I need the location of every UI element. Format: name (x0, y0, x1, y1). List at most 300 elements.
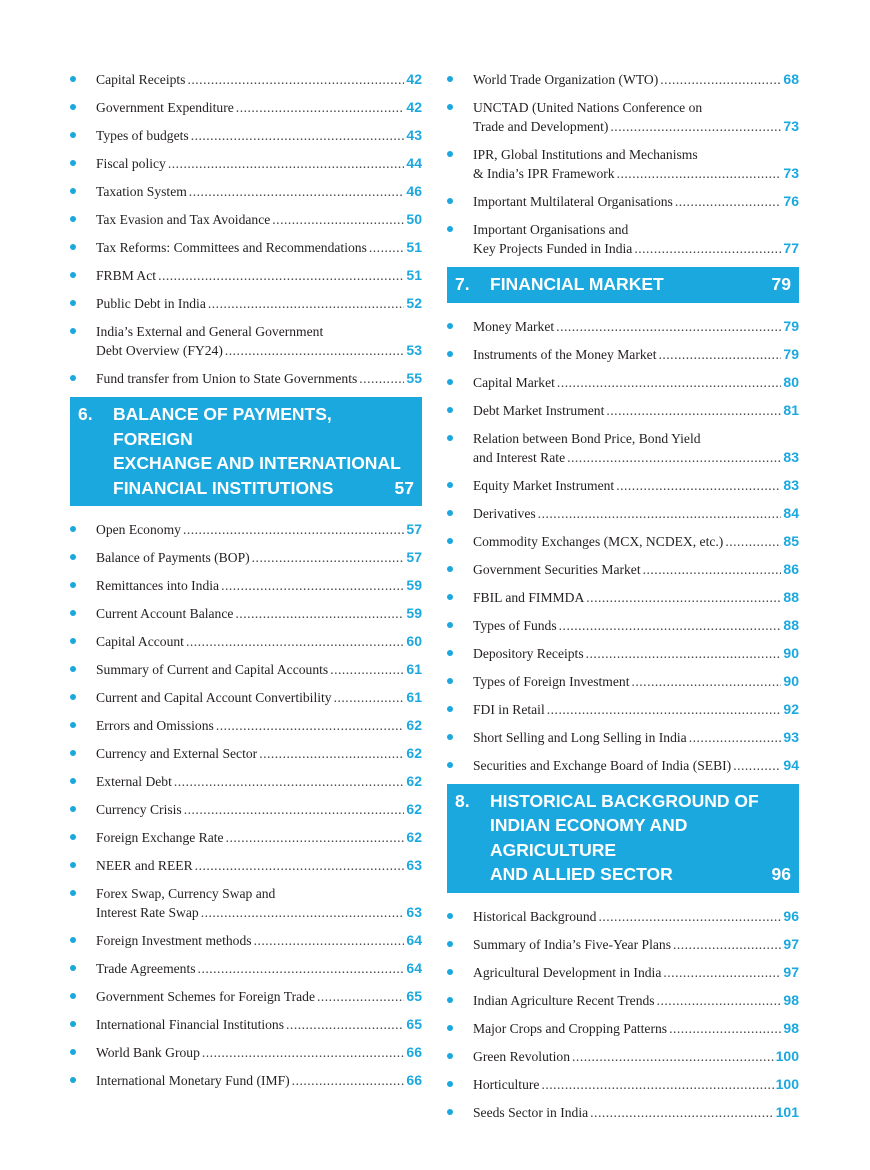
bullet-dot-icon (447, 351, 453, 357)
dot-leader (586, 644, 782, 663)
entry-page-number: 62 (406, 773, 422, 789)
toc-entry[interactable] (447, 672, 799, 691)
dot-leader (201, 903, 405, 922)
dot-leader (259, 744, 404, 763)
bullet-dot-icon (70, 1021, 76, 1027)
toc-entry[interactable] (447, 401, 799, 420)
toc-entry[interactable] (447, 429, 799, 467)
toc-entry[interactable] (70, 959, 422, 978)
entry-title: FDI in Retail (473, 701, 545, 717)
dot-leader (195, 856, 405, 875)
entry-title: Important Multilateral Organisations (473, 194, 673, 209)
entry-page-number: 64 (406, 960, 422, 976)
entry-page-number: 96 (783, 907, 799, 924)
entry-title: Debt Market Instrument (473, 402, 605, 418)
entry-title: Derivatives (473, 505, 536, 521)
bullet-dot-icon (70, 375, 76, 381)
entry-title: Trade Agreements (96, 961, 196, 976)
entry-title: Government Securities Market (473, 561, 641, 577)
bullet-dot-icon (447, 1109, 453, 1115)
entry-page-number: 52 (406, 295, 422, 311)
entry-title: Tax Reforms: Committees and Recommendations (96, 240, 367, 255)
toc-entry[interactable] (447, 373, 799, 392)
toc-entry[interactable] (70, 1043, 422, 1062)
dot-leader (547, 700, 782, 719)
entry-page-number: 88 (783, 616, 799, 633)
bullet-dot-icon (447, 969, 453, 975)
bullet-dot-icon (447, 1025, 453, 1031)
dot-leader (183, 520, 404, 539)
dot-leader (168, 154, 405, 173)
entry-title: World Bank Group (96, 1045, 200, 1060)
dot-leader (198, 959, 405, 978)
toc-entry[interactable] (70, 931, 422, 950)
section-title-line: EXCHANGE AND INTERNATIONAL (113, 453, 401, 473)
bullet-dot-icon (70, 1077, 76, 1083)
entry-page-number: 80 (783, 373, 799, 390)
toc-entry[interactable] (70, 210, 422, 229)
bullet-dot-icon (447, 482, 453, 488)
entry-page-number: 63 (406, 857, 422, 873)
toc-entry[interactable] (70, 126, 422, 145)
dot-leader (673, 935, 781, 954)
entry-page-number: 100 (775, 1047, 799, 1064)
dot-leader (191, 126, 405, 145)
section-number: 6. (78, 404, 93, 424)
entry-page-number: 62 (406, 801, 422, 817)
toc-entry[interactable] (70, 369, 422, 388)
dot-leader (556, 317, 781, 336)
entry-page-number: 64 (406, 932, 422, 948)
dot-leader (235, 604, 404, 623)
entry-title: Taxation System (96, 184, 187, 199)
dot-leader (725, 532, 781, 551)
entry-page-number: 83 (783, 448, 799, 465)
toc-entry[interactable] (447, 588, 799, 607)
entry-page-number: 86 (783, 560, 799, 577)
toc-entry[interactable] (447, 70, 799, 89)
bullet-dot-icon (447, 997, 453, 1003)
entry-page-number: 83 (783, 476, 799, 493)
entry-page-number: 77 (783, 240, 799, 256)
toc-entry[interactable] (447, 1019, 799, 1038)
bullet-dot-icon (447, 913, 453, 919)
section-number: 7. (455, 274, 470, 294)
bullet-dot-icon (70, 666, 76, 672)
entry-page-number: 43 (406, 127, 422, 143)
bullet-dot-icon (447, 435, 453, 441)
entry-page-number: 62 (406, 717, 422, 733)
entry-title: Money Market (473, 318, 555, 334)
entry-page-number: 57 (406, 549, 422, 565)
entry-page-number: 73 (783, 165, 799, 181)
bullet-dot-icon (447, 1081, 453, 1087)
entry-title: Agricultural Development in India (473, 964, 662, 980)
entry-title: Tax Evasion and Tax Avoidance (96, 212, 271, 227)
entry-title: Summary of India’s Five-Year Plans (473, 936, 671, 952)
toc-entry[interactable] (70, 520, 422, 539)
entry-title: International Financial Institutions (96, 1017, 285, 1032)
dot-leader (617, 164, 782, 183)
entry-page-number: 101 (775, 1103, 799, 1120)
toc-entry[interactable] (70, 884, 422, 922)
bullet-dot-icon (70, 993, 76, 999)
dot-leader (660, 70, 781, 89)
toc-entry[interactable] (447, 1047, 799, 1066)
entry-page-number: 61 (406, 689, 422, 705)
bullet-dot-icon (70, 132, 76, 138)
entry-title: Trade and Development) (473, 119, 609, 134)
bullet-dot-icon (447, 678, 453, 684)
entry-title: Open Economy (96, 522, 181, 537)
entry-page-number: 85 (783, 532, 799, 549)
dot-leader (236, 98, 405, 117)
entry-title: Balance of Payments (BOP) (96, 550, 250, 565)
dot-leader (557, 373, 782, 392)
entry-title: Seeds Sector in India (473, 1104, 589, 1120)
entry-page-number: 59 (406, 577, 422, 593)
entry-title: Current and Capital Account Convertibility (96, 690, 332, 705)
dot-leader (317, 987, 404, 1006)
section-header-balance-of-payments-foreign[interactable] (70, 397, 422, 506)
dot-leader (272, 210, 404, 229)
entry-title: Relation between Bond Price, Bond Yield (473, 430, 701, 446)
toc-entry[interactable] (447, 1103, 799, 1122)
dot-leader (590, 1103, 773, 1122)
entry-title: FRBM Act (96, 268, 157, 283)
bullet-dot-icon (447, 762, 453, 768)
toc-left-column (70, 70, 422, 1099)
toc-entry[interactable] (447, 345, 799, 364)
entry-page-number: 42 (406, 99, 422, 115)
toc-entry[interactable] (70, 604, 422, 623)
toc-entry[interactable] (447, 644, 799, 663)
section-header-financial-market[interactable] (447, 267, 799, 303)
bullet-dot-icon (70, 834, 76, 840)
bullet-dot-icon (70, 272, 76, 278)
entry-page-number: 79 (783, 317, 799, 334)
bullet-dot-icon (447, 407, 453, 413)
entry-page-number: 42 (406, 71, 422, 87)
dot-leader (567, 448, 781, 467)
toc-entry[interactable] (70, 856, 422, 875)
toc-entry[interactable] (70, 744, 422, 763)
entry-page-number: 73 (783, 118, 799, 134)
toc-entry[interactable] (70, 70, 422, 89)
entry-page-number: 94 (783, 756, 799, 773)
entry-title: Horticulture (473, 1076, 540, 1092)
toc-entry[interactable] (70, 772, 422, 791)
toc-entry[interactable] (447, 98, 799, 136)
entry-title: Types of Funds (473, 617, 557, 633)
dot-leader (225, 341, 405, 360)
entry-title: Important Organisations and (473, 222, 629, 237)
bullet-dot-icon (70, 526, 76, 532)
entry-title: Remittances into India (96, 578, 220, 593)
entry-page-number: 51 (406, 267, 422, 283)
dot-leader (657, 991, 782, 1010)
bullet-dot-icon (70, 638, 76, 644)
toc-entry[interactable] (447, 700, 799, 719)
toc-entry[interactable] (70, 660, 422, 679)
bullet-dot-icon (70, 328, 76, 334)
entry-title: Capital Market (473, 374, 555, 390)
entry-title: Equity Market Instrument (473, 477, 615, 493)
section-header-historical-background-of[interactable] (447, 784, 799, 893)
dot-leader (226, 828, 405, 847)
dot-leader (663, 963, 781, 982)
bullet-dot-icon (447, 538, 453, 544)
toc-entry[interactable] (447, 616, 799, 635)
entry-page-number: 62 (406, 829, 422, 845)
dot-leader (208, 294, 405, 313)
entry-page-number: 100 (775, 1075, 799, 1092)
section-title-line: FINANCIAL MARKET (490, 274, 664, 294)
bullet-dot-icon (447, 594, 453, 600)
bullet-dot-icon (447, 379, 453, 385)
bullet-dot-icon (447, 622, 453, 628)
entry-title: and Interest Rate (473, 449, 566, 465)
entry-page-number: 59 (406, 605, 422, 621)
entry-page-number: 66 (406, 1072, 422, 1088)
dot-leader (643, 560, 782, 579)
entry-title: Fiscal policy (96, 156, 166, 171)
dot-leader (359, 369, 404, 388)
toc-entry[interactable] (70, 154, 422, 173)
bullet-dot-icon (70, 554, 76, 560)
entry-title: UNCTAD (United Nations Conference on (473, 100, 703, 115)
entry-title: Current Account Balance (96, 606, 234, 621)
dot-leader (616, 476, 781, 495)
toc-entry[interactable] (447, 220, 799, 258)
entry-title: IPR, Global Institutions and Mechanisms (473, 147, 698, 162)
entry-title: Errors and Omissions (96, 718, 214, 733)
entry-title: Securities and Exchange Board of India (SEBI) (473, 757, 732, 773)
dot-leader (606, 401, 781, 420)
toc-entry[interactable] (70, 688, 422, 707)
toc-entry[interactable] (447, 560, 799, 579)
entry-page-number: 55 (406, 370, 422, 386)
bullet-dot-icon (447, 1053, 453, 1059)
toc-entry[interactable] (70, 294, 422, 313)
dot-leader (538, 504, 782, 523)
toc-entry[interactable] (447, 756, 799, 775)
section-page-number: 57 (394, 477, 414, 498)
dot-leader (186, 632, 404, 651)
bullet-dot-icon (447, 104, 453, 110)
toc-entry[interactable] (70, 98, 422, 117)
entry-title: Types of Foreign Investment (473, 673, 630, 689)
toc-entry[interactable] (447, 145, 799, 183)
entry-page-number: 57 (406, 521, 422, 537)
entry-title: World Trade Organization (WTO) (473, 72, 659, 87)
toc-entry[interactable] (70, 238, 422, 257)
entry-title: India’s External and General Government (96, 324, 324, 339)
section-title-line: HISTORICAL BACKGROUND OF (490, 790, 759, 811)
dot-leader (669, 1019, 781, 1038)
section-title-line: AND ALLIED SECTOR (490, 864, 673, 884)
entry-title: Capital Receipts (96, 72, 186, 87)
entry-page-number: 90 (783, 644, 799, 661)
dot-leader (559, 616, 782, 635)
entry-title: FBIL and FIMMDA (473, 589, 585, 605)
entry-title: Types of budgets (96, 128, 189, 143)
dot-leader (733, 756, 781, 775)
dot-leader (330, 660, 404, 679)
entry-page-number: 61 (406, 661, 422, 677)
bullet-dot-icon (70, 300, 76, 306)
entry-title: Public Debt in India (96, 296, 206, 311)
entry-page-number: 66 (406, 1044, 422, 1060)
dot-leader (634, 239, 781, 258)
entry-title: Instruments of the Money Market (473, 346, 657, 362)
bullet-dot-icon (70, 778, 76, 784)
toc-entry[interactable] (447, 907, 799, 926)
entry-title: Debt Overview (FY24) (96, 343, 223, 358)
section-title-line: INDIAN ECONOMY AND AGRICULTURE (490, 815, 688, 860)
bullet-dot-icon (70, 806, 76, 812)
dot-leader (689, 728, 782, 747)
toc-entry[interactable] (447, 532, 799, 551)
entry-title: Indian Agriculture Recent Trends (473, 992, 655, 1008)
toc-entry[interactable] (70, 548, 422, 567)
toc-entry[interactable] (70, 632, 422, 651)
toc-entry[interactable] (70, 266, 422, 285)
dot-leader (610, 117, 781, 136)
toc-entry[interactable] (70, 828, 422, 847)
toc-entry[interactable] (447, 192, 799, 211)
dot-leader (631, 672, 781, 691)
dot-leader (598, 907, 781, 926)
bullet-dot-icon (447, 198, 453, 204)
section-title-line: FINANCIAL INSTITUTIONS (113, 477, 334, 498)
toc-entry[interactable] (70, 576, 422, 595)
dot-leader (254, 931, 405, 950)
toc-right-column (447, 70, 799, 1131)
bullet-dot-icon (70, 694, 76, 700)
dot-leader (202, 1043, 405, 1062)
entry-title: Fund transfer from Union to State Governments (96, 371, 358, 386)
dot-leader (158, 266, 404, 285)
entry-title: Currency Crisis (96, 802, 182, 817)
bullet-dot-icon (70, 750, 76, 756)
bullet-dot-icon (70, 937, 76, 943)
bullet-dot-icon (447, 734, 453, 740)
entry-title: Government Schemes for Foreign Trade (96, 989, 315, 1004)
entry-title: Depository Receipts (473, 645, 584, 661)
toc-entry[interactable] (70, 716, 422, 735)
bullet-dot-icon (70, 1049, 76, 1055)
entry-page-number: 76 (783, 193, 799, 209)
entry-title: Capital Account (96, 634, 184, 649)
dot-leader (252, 548, 405, 567)
entry-title: Forex Swap, Currency Swap and (96, 886, 276, 901)
section-page-number: 96 (771, 864, 791, 884)
entry-page-number: 50 (406, 211, 422, 227)
toc-entry[interactable] (70, 800, 422, 819)
entry-title: Historical Background (473, 908, 597, 924)
toc-entry[interactable] (70, 1071, 422, 1090)
bullet-dot-icon (447, 151, 453, 157)
toc-entry[interactable] (70, 1015, 422, 1034)
dot-leader (541, 1075, 773, 1094)
bullet-dot-icon (447, 323, 453, 329)
entry-title: Commodity Exchanges (MCX, NCDEX, etc.) (473, 533, 724, 549)
dot-leader (334, 688, 405, 707)
toc-entry[interactable] (447, 935, 799, 954)
dot-leader (174, 772, 405, 791)
entry-title: International Monetary Fund (IMF) (96, 1073, 290, 1088)
dot-leader (658, 345, 781, 364)
dot-leader (675, 192, 782, 211)
bullet-dot-icon (70, 104, 76, 110)
toc-entry[interactable] (70, 322, 422, 360)
dot-leader (286, 1015, 404, 1034)
entry-title: NEER and REER (96, 858, 193, 873)
entry-page-number: 51 (406, 239, 422, 255)
toc-entry[interactable] (70, 182, 422, 201)
bullet-dot-icon (70, 76, 76, 82)
bullet-dot-icon (70, 965, 76, 971)
bullet-dot-icon (447, 226, 453, 232)
entry-page-number: 90 (783, 672, 799, 689)
entry-page-number: 62 (406, 745, 422, 761)
dot-leader (187, 70, 404, 89)
dot-leader (572, 1047, 774, 1066)
dot-leader (221, 576, 404, 595)
toc-entry[interactable] (447, 476, 799, 495)
entry-page-number: 60 (406, 633, 422, 649)
toc-entry[interactable] (447, 317, 799, 336)
bullet-dot-icon (70, 188, 76, 194)
entry-title: Interest Rate Swap (96, 905, 199, 920)
bullet-dot-icon (447, 650, 453, 656)
bullet-dot-icon (447, 76, 453, 82)
entry-title: Currency and External Sector (96, 746, 258, 761)
entry-title: Short Selling and Long Selling in India (473, 729, 687, 745)
bullet-dot-icon (70, 216, 76, 222)
entry-page-number: 68 (783, 71, 799, 87)
entry-title: Green Revolution (473, 1048, 571, 1064)
entry-page-number: 97 (783, 935, 799, 952)
entry-title: Foreign Investment methods (96, 933, 252, 948)
bullet-dot-icon (70, 160, 76, 166)
toc-entry[interactable] (70, 987, 422, 1006)
bullet-dot-icon (447, 510, 453, 516)
toc-entry[interactable] (447, 991, 799, 1010)
toc-entry[interactable] (447, 504, 799, 523)
dot-leader (292, 1071, 405, 1090)
bullet-dot-icon (70, 582, 76, 588)
toc-entry[interactable] (447, 728, 799, 747)
bullet-dot-icon (447, 941, 453, 947)
entry-page-number: 44 (406, 155, 422, 171)
entry-page-number: 63 (406, 904, 422, 920)
entry-page-number: 65 (406, 988, 422, 1004)
entry-page-number: 88 (783, 588, 799, 605)
bullet-dot-icon (447, 706, 453, 712)
entry-page-number: 97 (783, 963, 799, 980)
section-number: 8. (455, 790, 470, 811)
entry-page-number: 53 (406, 342, 422, 358)
entry-title: Major Crops and Cropping Patterns (473, 1020, 668, 1036)
dot-leader (369, 238, 405, 257)
entry-title: External Debt (96, 774, 172, 789)
bullet-dot-icon (447, 566, 453, 572)
toc-entry[interactable] (447, 963, 799, 982)
bullet-dot-icon (70, 722, 76, 728)
toc-entry[interactable] (447, 1075, 799, 1094)
